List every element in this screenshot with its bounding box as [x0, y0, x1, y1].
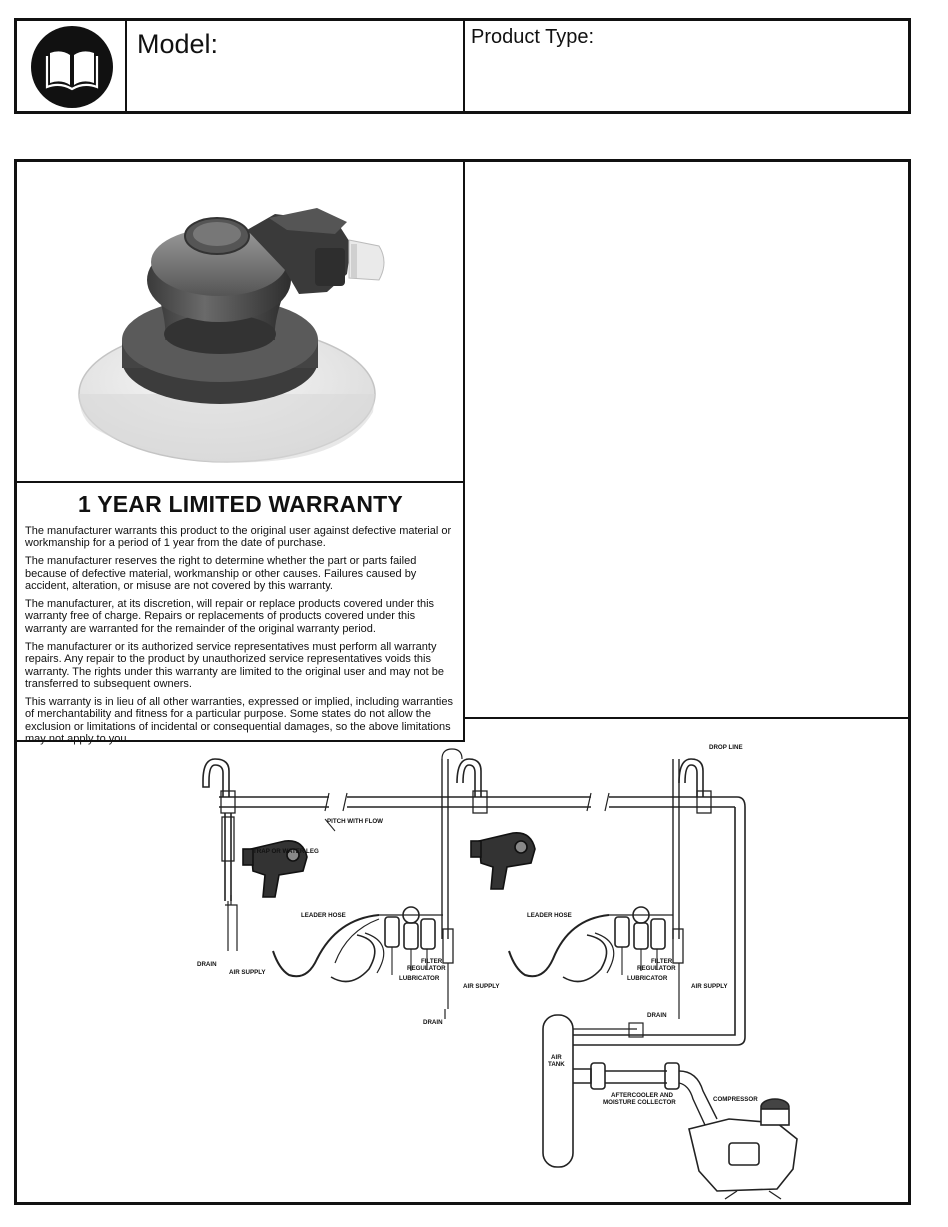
label-air-supply-center: AIR SUPPLY [463, 983, 500, 990]
product-type-label: Product Type: [471, 26, 595, 48]
label-regulator-right: REGULATOR [637, 965, 676, 972]
label-leader-hose-left: LEADER HOSE [301, 912, 346, 919]
main-air-line [219, 793, 745, 1045]
warranty-paragraph: The manufacturer or its authorized service representatives must perform all warranty repairs. Any repair to the product by unauthorized service representatives voids this warranty. The rights under this warranty are limited to the original user and may not be transferred to subsequent owners. [25, 640, 445, 690]
header-box [14, 18, 911, 114]
center-drop-line [442, 749, 487, 1019]
model-label: Model: [137, 29, 219, 59]
label-air-tank-2: TANK [548, 1061, 565, 1068]
label-aftercooler-1: AFTERCOOLER AND [611, 1092, 673, 1099]
label-aftercooler-2: MOISTURE COLLECTOR [603, 1099, 676, 1106]
open-book-icon [17, 21, 127, 111]
label-drain-right: DRAIN [647, 1012, 667, 1019]
label-air-supply-left: AIR SUPPLY [229, 969, 266, 976]
air-system-diagram [17, 719, 908, 1202]
label-trap: TRAP OR WATER LEG [253, 848, 319, 855]
label-lubricator-center: LUBRICATOR [399, 975, 440, 982]
label-drain-center: DRAIN [423, 1019, 443, 1026]
warranty-section [17, 483, 465, 746]
product-photo-cell [17, 162, 465, 483]
blank-panel [465, 162, 908, 719]
label-lubricator-right: LUBRICATOR [627, 975, 668, 982]
left-drop-line [203, 759, 237, 951]
product-type-cell [465, 21, 908, 111]
warranty-paragraph: The manufacturer, at its discretion, will repair or replace products covered under this warranty free of charge. Repairs or replacements of products covered under this warranty are warranted for the remainder of the original warranty period. [25, 598, 435, 635]
impact-wrench-right [471, 833, 535, 889]
warranty-paragraph: This warranty is in lieu of all other warranties, expressed or implied, including warranties of merchantability and fitness for a particular purpose. Some states do not allow the exclusion or limitations of incidental or consequential damages, so the above limitations may not apply to you. [25, 695, 453, 746]
label-drop-line: DROP LINE [709, 744, 743, 751]
label-filter-center: FILTER [421, 958, 443, 965]
leader-hose-left [273, 915, 384, 982]
right-drop-line [673, 759, 711, 1019]
main-box [14, 159, 911, 1205]
label-compressor: COMPRESSOR [713, 1096, 758, 1103]
sander-image [17, 162, 463, 481]
label-leader-hose-right: LEADER HOSE [527, 912, 572, 919]
label-air-tank-1: AIR [551, 1054, 562, 1061]
air-tank [543, 1015, 643, 1167]
label-drain-left: DRAIN [197, 961, 217, 968]
leader-hose-right [509, 915, 614, 982]
icon-cell [17, 21, 127, 111]
warranty-paragraph: The manufacturer reserves the right to determine whether the part or parts failed because of defective material, workmanship or other causes. Failures caused by accident, alteration, or misuse are not covered by this warranty. [25, 555, 417, 593]
compressor [689, 1099, 797, 1199]
label-filter-right: FILTER [651, 958, 673, 965]
model-cell [127, 21, 465, 111]
warranty-paragraph: The manufacturer warrants this product to the original user against defective material or workmanship for a period of 1 year from the date of purchase. [25, 525, 452, 550]
warranty-title: 1 YEAR LIMITED WARRANTY [78, 491, 403, 517]
label-regulator-center: REGULATOR [407, 965, 446, 972]
label-pitch: PITCH WITH FLOW [327, 818, 384, 825]
label-air-supply-right: AIR SUPPLY [691, 983, 728, 990]
